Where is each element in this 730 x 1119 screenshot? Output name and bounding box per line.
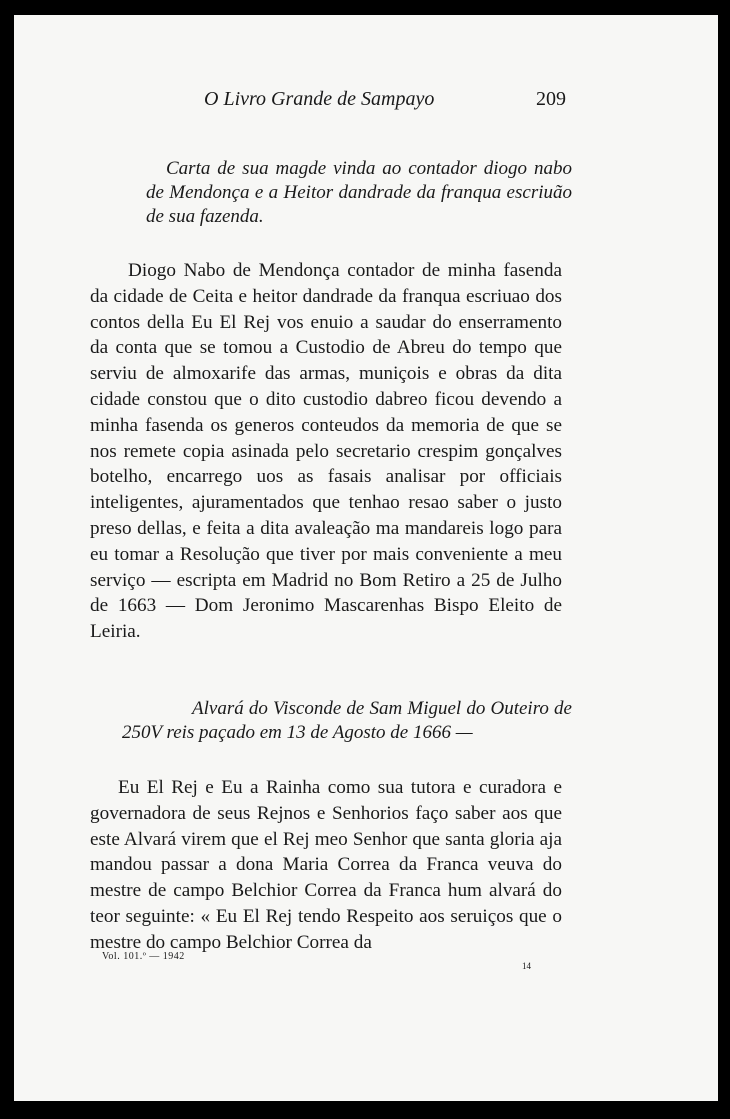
page-sheet [14, 15, 718, 1101]
page-number: 209 [536, 88, 566, 110]
section-heading-2: Alvará do Visconde de Sam Miguel do Outeiro de 250V reis paçado em 13 de Agosto de 1666 — [122, 698, 572, 743]
section-body-2: Eu El Rej e Eu a Rainha como sua tutora e curadora e governadora de seus Rejnos e Senhorios faço saber aos que este Alvará virem que el Rej meo Senhor que santa gloria aja mandou passar a dona Maria Correa da Franca veuva do mestre de campo Belchior Correa da Franca hum alvará do teor seguinte: « Eu El Rej tendo Respeito aos seruiços que o mestre do campo Belchior Correa da [90, 777, 562, 953]
signature-mark: 14 [522, 961, 531, 971]
section-heading-1: Carta de sua magde vinda ao contador diogo nabo de Mendonça e a Heitor dandrade da franqua escriuão de sua fazenda. [146, 158, 572, 227]
section-body-1: Diogo Nabo de Mendonça contador de minha fasenda da cidade de Ceita e heitor dandrade da franqua escriuao dos contos della Eu El Rej vos enuio a saudar do enserramento da conta que se tomou a Custodio de Abreu do tempo que serviu de almoxarife das armas, muniçois e obras da dita cidade constou que o dito custodio dabreo ficou devendo a minha fasenda os generos conteudos da memoria de que se nos remete copia asinada pelo secretario crespim gonçalves botelho, encarrego uos as fasais analisar por officiais inteligentes, ajuramentados que tenhao resao saber o justo preso dellas, e feita a dita avaleação ma mandareis logo para eu tomar a Resolução que tiver por mais conveniente a meu serviço — escripta em Madrid no Bom Retiro a 25 de Julho de 1663 — Dom Jeronimo Mascarenhas Bispo Eleito de Leiria. [90, 260, 562, 643]
volume-footer: Vol. 101.º — 1942 [102, 951, 185, 962]
book-page [14, 15, 718, 1101]
running-title: O Livro Grande de Sampayo [204, 88, 435, 110]
